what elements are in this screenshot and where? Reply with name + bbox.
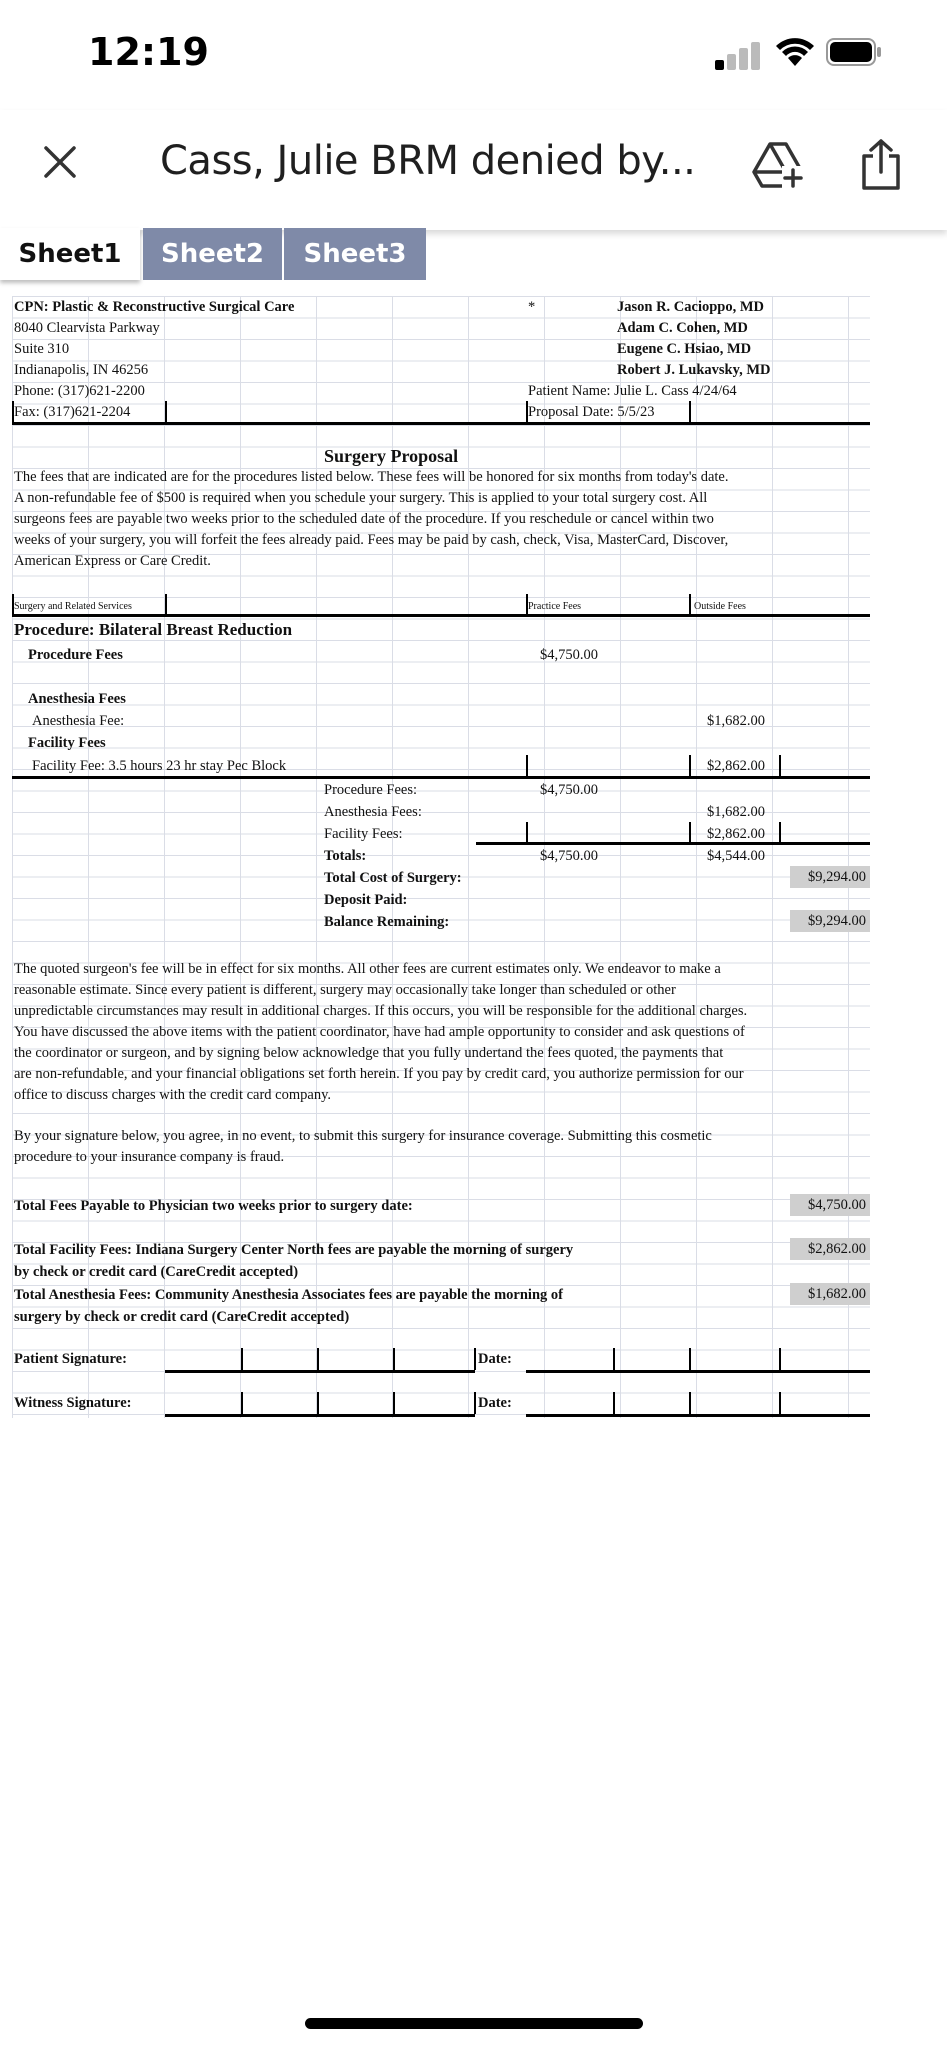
practice-phone: Phone: (317)621-2200 [14, 383, 145, 399]
facility-value: $2,862.00 [707, 758, 765, 774]
totals-outside: $4,544.00 [707, 848, 765, 864]
witness-date-label: Date: [478, 1395, 512, 1411]
anesthesia-total-line-2: surgery by check or credit card (CareCredit accepted) [14, 1309, 350, 1325]
summary-facility-label: Facility Fees: [324, 826, 403, 842]
doctor-4: Robert J. Lukavsky, MD [617, 362, 771, 378]
facility-heading: Facility Fees [28, 735, 106, 751]
spreadsheet-grid[interactable] [12, 296, 870, 1418]
intro-line-2: A non-refundable fee of $500 is required when you schedule your surgery. This is applied to your total surgery cost. All [14, 490, 708, 506]
close-icon[interactable] [40, 142, 80, 182]
disclaimer-line-5: the coordinator or surgeon, and by signing below acknowledge that you fully undertand the fees quoted, the payments that [14, 1045, 724, 1061]
doctor-3: Eugene C. Hsiao, MD [617, 341, 752, 357]
proposal-title: Surgery Proposal [324, 446, 459, 466]
disclaimer-line-6: are non-refundable, and your financial obligations set forth herein. If you pay by credit card, you authorize permission for our [14, 1066, 744, 1082]
anesthesia-total-line-1: Total Anesthesia Fees: Community Anesthesia Associates fees are payable the morning of [14, 1287, 563, 1303]
cellular-signal-icon [715, 38, 763, 70]
total-cost-value: $9,294.00 [790, 866, 870, 888]
col-header-outside: Outside Fees [694, 601, 746, 612]
proposal-date: Proposal Date: 5/5/23 [528, 404, 655, 420]
intro-line-1: The fees that are indicated are for the procedures listed below. These fees will be honored for six months from today's date. [14, 469, 729, 485]
anesthesia-heading: Anesthesia Fees [28, 691, 126, 707]
totals-label: Totals: [324, 848, 367, 864]
physician-total-value: $4,750.00 [790, 1194, 870, 1216]
totals-practice: $4,750.00 [540, 848, 598, 864]
intro-line-4: weeks of your surgery, you will forfeit the fees already paid. Fees may be paid by cash, check, Visa, MasterCard, Discover, [14, 532, 729, 548]
anesthesia-total-value: $1,682.00 [790, 1283, 870, 1305]
anesthesia-value: $1,682.00 [707, 713, 765, 729]
practice-address1: 8040 Clearvista Parkway [14, 320, 160, 336]
insurance-line-2: procedure to your insurance company is fraud. [14, 1149, 285, 1165]
status-bar [0, 0, 947, 110]
practice-fax: Fax: (317)621-2204 [14, 404, 131, 420]
practice-address2: Suite 310 [14, 341, 70, 357]
share-icon[interactable] [858, 138, 904, 192]
summary-anesthesia-value: $1,682.00 [707, 804, 765, 820]
add-to-drive-icon[interactable] [752, 140, 806, 190]
summary-anesthesia-label: Anesthesia Fees: [324, 804, 422, 820]
procedure-fees-value: $4,750.00 [540, 647, 598, 663]
facility-total-value: $2,862.00 [790, 1238, 870, 1260]
summary-facility-value: $2,862.00 [707, 826, 765, 842]
app-header [0, 110, 947, 230]
disclaimer-line-2: reasonable estimate. Since every patient is different, surgery may occasionally take longer than scheduled or other [14, 982, 676, 998]
anesthesia-label: Anesthesia Fee: [32, 713, 125, 729]
disclaimer-line-3: unpredictable circumstances may result in additional charges. If this occurs, you will be responsible for the additional charges. [14, 1003, 748, 1019]
physician-total-label: Total Fees Payable to Physician two weeks prior to surgery date: [14, 1198, 413, 1214]
tab-sheet1[interactable]: Sheet1 [0, 228, 140, 280]
sheet-tabs [0, 228, 947, 284]
wifi-icon [775, 36, 815, 68]
doctor-2: Adam C. Cohen, MD [617, 320, 748, 336]
asterisk: * [528, 299, 536, 315]
facility-total-line-1: Total Facility Fees: Indiana Surgery Center North fees are payable the morning of surgery [14, 1242, 574, 1258]
tab-sheet2[interactable]: Sheet2 [143, 228, 282, 280]
intro-line-5: American Express or Care Credit. [14, 553, 211, 569]
balance-label: Balance Remaining: [324, 914, 450, 930]
witness-signature-label: Witness Signature: [14, 1395, 132, 1411]
facility-total-line-2: by check or credit card (CareCredit accepted) [14, 1264, 299, 1280]
balance-value: $9,294.00 [790, 910, 870, 932]
patient-name: Patient Name: Julie L. Cass 4/24/64 [528, 383, 737, 399]
procedure-fees-label: Procedure Fees [28, 647, 123, 663]
battery-icon [826, 38, 882, 66]
facility-label: Facility Fee: 3.5 hours 23 hr stay Pec Block [32, 758, 287, 774]
practice-city: Indianapolis, IN 46256 [14, 362, 149, 378]
insurance-line-1: By your signature below, you agree, in no event, to submit this surgery for insurance coverage. Submitting this cosmetic [14, 1128, 712, 1144]
disclaimer-line-7: office to discuss charges with the credit card company. [14, 1087, 332, 1103]
summary-procedure-value: $4,750.00 [540, 782, 598, 798]
disclaimer-line-4: You have discussed the above items with the patient coordinator, have had ample opportunity to consider and ask questions of [14, 1024, 745, 1040]
total-cost-label: Total Cost of Surgery: [324, 870, 462, 886]
col-header-services: Surgery and Related Services [14, 601, 132, 612]
document-title: Cass, Julie BRM denied by... [160, 138, 696, 184]
home-indicator[interactable] [305, 2018, 643, 2029]
summary-procedure-label: Procedure Fees: [324, 782, 418, 798]
deposit-label: Deposit Paid: [324, 892, 408, 908]
tab-sheet3[interactable]: Sheet3 [284, 228, 426, 280]
disclaimer-line-1: The quoted surgeon's fee will be in effect for six months. All other fees are current estimates only. We endeavor to make a [14, 961, 721, 977]
practice-name: CPN: Plastic & Reconstructive Surgical Care [14, 299, 295, 315]
status-time: 12:19 [88, 30, 209, 74]
patient-signature-label: Patient Signature: [14, 1351, 127, 1367]
doctor-1: Jason R. Cacioppo, MD [617, 299, 765, 315]
col-header-practice: Practice Fees [528, 601, 582, 612]
procedure-name: Procedure: Bilateral Breast Reduction [14, 620, 293, 639]
patient-date-label: Date: [478, 1351, 512, 1367]
intro-line-3: surgeons fees are payable two weeks prior to the scheduled date of the procedure. If you reschedule or cancel within two [14, 511, 714, 527]
